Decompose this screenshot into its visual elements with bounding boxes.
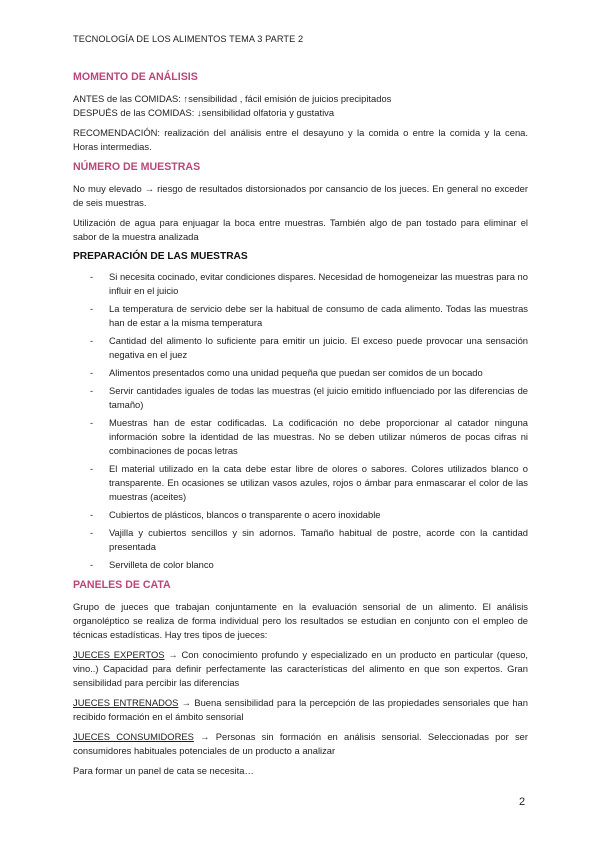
antes-line [73, 92, 528, 106]
list-dash-icon: - [90, 367, 94, 378]
list-dash-icon: - [90, 463, 94, 474]
list-dash-icon: - [90, 417, 94, 428]
recomendacion-paragraph: RECOMENDACIÓN: realización del análisis entre el desayuno y la comida o entre la comida y la cena. Horas intermedias. [73, 127, 528, 152]
list-item-text: Servilleta de color blanco [109, 559, 214, 570]
jueces-expertos-paragraph [73, 648, 528, 690]
list-dash-icon: - [90, 509, 94, 520]
page-number: 2 [519, 796, 526, 808]
antes-text: ↑sensibilidad , fácil emisión de juicios precipitados [183, 93, 392, 104]
list-item-text: Cubiertos de plásticos, blancos o transparente o acero inoxidable [109, 509, 381, 520]
antes-label: ANTES de las COMIDAS: [73, 93, 184, 104]
list-dash-icon: - [90, 303, 94, 314]
jueces-entrenados-text: → Buena sensibilidad para la percepción de las propiedades sensoriales que han recibido formación en el ámbito sensorial [73, 697, 528, 722]
section-heading-numero: NÚMERO DE MUESTRAS [73, 161, 201, 173]
list-item [73, 334, 528, 362]
paneles-outro: Para formar un panel de cata se necesita… [73, 765, 254, 776]
list-dash-icon: - [90, 385, 94, 396]
paneles-intro: Grupo de jueces que trabajan conjuntamente en la evaluación sensorial de un alimento. El análisis organoléptico se realiza de forma individual pero los resultados se estudian en conjunto con el empleo de técnicas estadísticas. Hay tres tipos de jueces: [73, 601, 528, 640]
jueces-consumidores-paragraph [73, 730, 528, 758]
jueces-consumidores-text: → Personas sin formación en análisis sensorial. Seleccionadas por ser consumidores habituales potenciales de un producto a analizar [73, 731, 529, 756]
section-heading-momento: MOMENTO DE ANÁLISIS [73, 71, 198, 83]
list-item-text: La temperatura de servicio debe ser la habitual de consumo de cada alimento. Todas las muestras han de estar a la misma temperatura [109, 303, 528, 328]
list-item-text: El material utilizado en la cata debe estar libre de olores o sabores. Colores utilizados blanco o transparente. En ocasiones se utilizan vasos azules, rojos o ámbar para enmascarar el color de las muestras (aceites) [109, 463, 528, 502]
preparacion-list [73, 270, 528, 572]
list-item [73, 526, 528, 554]
list-item [73, 416, 528, 458]
list-item [73, 302, 528, 330]
list-dash-icon: - [90, 271, 94, 282]
list-item-text: Vajilla y cubiertos sencillos y sin adornos. Tamaño habitual de postre, acorde con la cantidad presentada [109, 527, 528, 552]
despues-label: DESPUÉS de las COMIDAS: [73, 107, 197, 118]
jueces-consumidores-label: JUECES CONSUMIDORES [73, 731, 194, 742]
list-item [73, 462, 528, 504]
numero-paragraph-2: Utilización de agua para enjuagar la boca entre muestras. También algo de pan tostado para eliminar el sabor de la muestra analizada [73, 217, 528, 242]
list-item [73, 384, 528, 412]
section-heading-paneles: PANELES DE CATA [73, 579, 171, 591]
list-dash-icon: - [90, 335, 94, 346]
jueces-entrenados-paragraph [73, 696, 528, 724]
list-item [73, 366, 528, 380]
section-heading-preparacion: PREPARACIÓN DE LAS MUESTRAS [73, 251, 248, 262]
list-item [73, 270, 528, 298]
jueces-entrenados-label: JUECES ENTRENADOS [73, 697, 179, 708]
list-item-text: Cantidad del alimento lo suficiente para emitir un juicio. El exceso puede provocar una sensación negativa en el juez [109, 335, 528, 360]
despues-line [73, 106, 528, 120]
page-header: TECNOLOGÍA DE LOS ALIMENTOS TEMA 3 PARTE 2 [73, 34, 304, 44]
list-dash-icon: - [90, 559, 94, 570]
despues-text: ↓sensibilidad olfatoria y gustativa [197, 107, 335, 118]
list-item-text: Alimentos presentados como una unidad pequeña que puedan ser comidos de un bocado [109, 367, 483, 378]
list-item-text: Servir cantidades iguales de todas las muestras (el juicio emitido influenciado por las diferencias de tamaño) [109, 385, 528, 410]
list-item [73, 508, 528, 522]
page-content [73, 70, 528, 784]
jueces-expertos-label: JUECES EXPERTOS [73, 649, 165, 660]
jueces-expertos-text: → Con conocimiento profundo y especializado en un producto en particular (queso, vino..) Capacidad para definir perfectamente las características del alimento en que son expertos. Gran sensibilidad para percibir las diferencias [73, 649, 529, 688]
list-item-text: Muestras han de estar codificadas. La codificación no debe proporcionar al catador ninguna información sobre la identidad de las muestras. No se deben utilizar números de pocas cifras ni combinaciones de pocas letras [109, 417, 528, 456]
list-item-text: Si necesita cocinado, evitar condiciones dispares. Necesidad de homogeneizar las muestras para no influir en el juicio [109, 271, 528, 296]
list-dash-icon: - [90, 527, 94, 538]
list-item [73, 558, 528, 572]
numero-paragraph-1: No muy elevado → riesgo de resultados distorsionados por cansancio de los jueces. En general no exceder de seis muestras. [73, 183, 528, 208]
